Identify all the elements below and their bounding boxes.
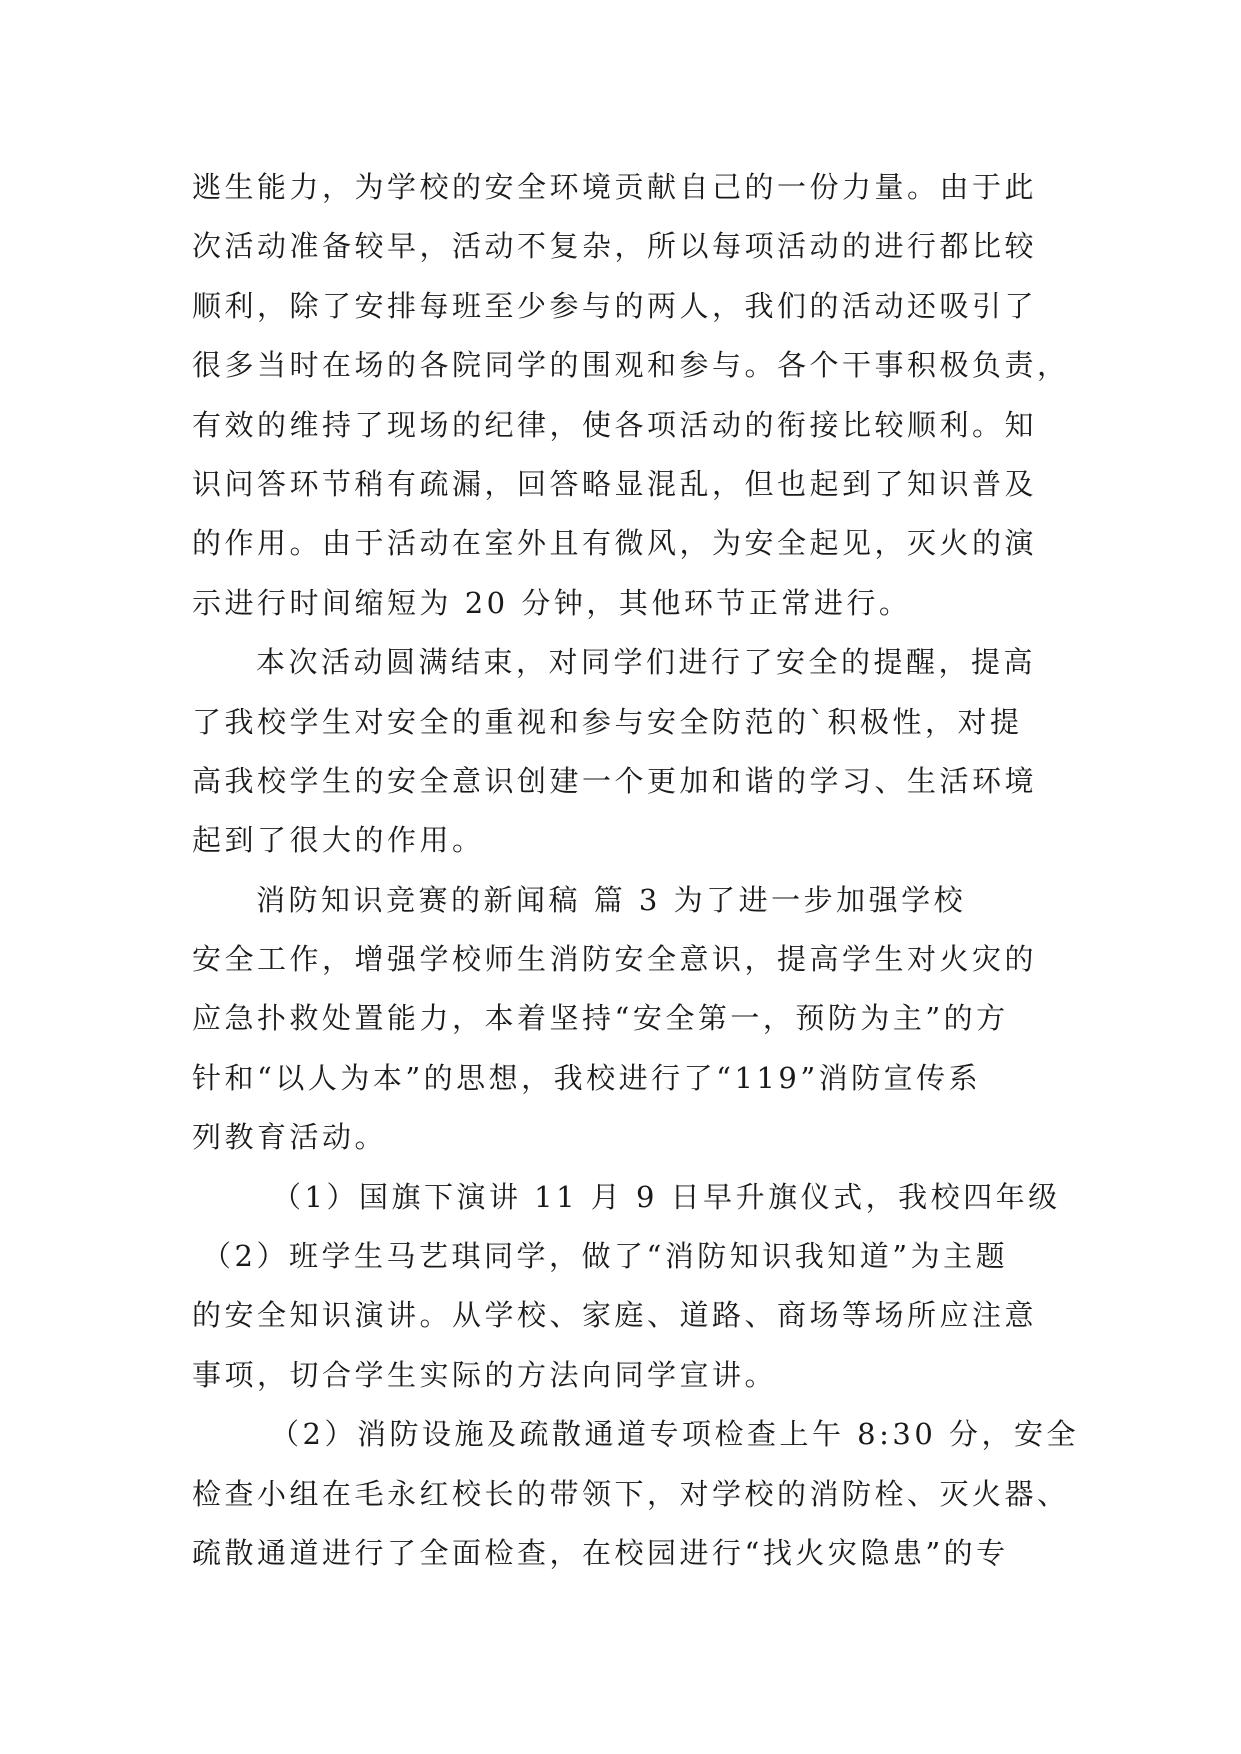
text-line: 识问答环节稍有疏漏，回答略显混乱，但也起到了知识普及: [192, 466, 1038, 501]
list-item-line: （1）国旗下演讲 11 月 9 日早升旗仪式，我校四年级: [272, 1179, 1061, 1214]
text-line: 顺利，除了安排每班至少参与的两人，我们的活动还吸引了: [192, 288, 1038, 323]
text-line: 应急扑救处置能力，本着坚持“安全第一，预防为主”的方: [192, 1001, 1009, 1036]
document-body: [192, 158, 1080, 1583]
section-heading-line: 消防知识竞赛的新闻稿 篇 3 为了进一步加强学校: [256, 882, 967, 917]
text-line: 针和“以人为本”的思想，我校进行了“119”消防宣传系: [192, 1060, 982, 1095]
text-line: 逃生能力，为学校的安全环境贡献自己的一份力量。由于此: [192, 170, 1038, 204]
text-line: 的作用。由于活动在室外且有微风，为安全起见，灭火的演: [192, 526, 1038, 561]
text-line: 起到了很大的作用。: [192, 823, 485, 858]
text-line: 有效的维持了现场的纪律，使各项活动的衔接比较顺利。知: [192, 407, 1038, 442]
text-line: 的安全知识演讲。从学校、家庭、道路、商场等场所应注意: [192, 1298, 1038, 1333]
text-line: 疏散通道进行了全面检查，在校园进行“找火灾隐患”的专: [192, 1535, 1009, 1570]
paragraph-start-line: 本次活动圆满结束，对同学们进行了安全的提醒，提高: [256, 645, 1037, 680]
text-line: 次活动准备较早，活动不复杂，所以每项活动的进行都比较: [192, 229, 1038, 264]
text-line: 示进行时间缩短为 20 分钟，其他环节正常进行。: [192, 585, 912, 620]
text-line: （2）班学生马艺琪同学，做了“消防知识我知道”为主题: [202, 1239, 1009, 1274]
text-line: 高我校学生的安全意识创建一个更加和谐的学习、生活环境: [192, 763, 1038, 798]
text-line: 了我校学生对安全的重视和参与安全防范的`积极性，对提: [192, 704, 1023, 739]
text-line: 事项，切合学生实际的方法向同学宣讲。: [192, 1357, 778, 1392]
text-line: 列教育活动。: [192, 1120, 388, 1155]
list-item-line: （2）消防设施及疏散通道专项检查上午 8:30 分，安全: [270, 1417, 1080, 1452]
text-line: 检查小组在毛永红校长的带领下，对学校的消防栓、灭火器、: [192, 1476, 1070, 1511]
text-line: 安全工作，增强学校师生消防安全意识，提高学生对火灾的: [192, 942, 1038, 977]
text-line: 很多当时在场的各院同学的围观和参与。各个干事积极负责，: [192, 348, 1070, 383]
